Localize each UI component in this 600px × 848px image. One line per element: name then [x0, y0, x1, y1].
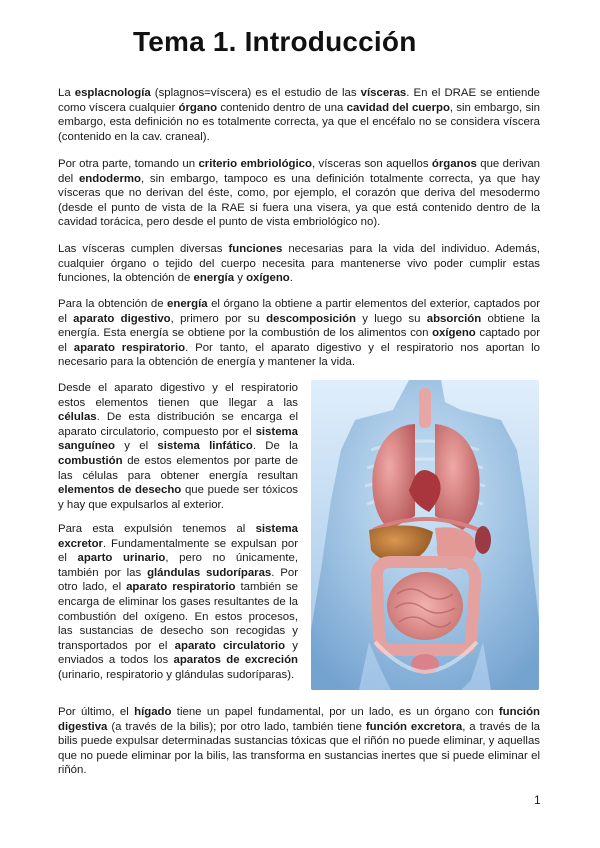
bold-term: descomposición	[266, 312, 356, 325]
text-run: . De esta distribución se encarga el aparato circulatorio, compuesto por el	[58, 411, 298, 438]
bold-term: aparato circulatorio	[174, 639, 286, 652]
bold-term: órgano	[178, 101, 218, 114]
text-run: , a través de la bilis puede expulsar determinadas sustancias tóxicas que el riñón no puede eliminar, y aquellas que no puede eliminar por la bilis, las transforma en sustancias inertes que si puede eliminar el riñón.	[58, 720, 540, 777]
bold-term: endodermo	[78, 172, 141, 185]
text-run: , vísceras son aquellos	[311, 158, 432, 170]
bold-term: función excretora	[365, 720, 463, 733]
bold-term: criterio embriológico	[198, 158, 312, 170]
bold-term: células	[58, 411, 97, 424]
bold-term: aparato respiratorio	[73, 341, 186, 354]
bold-term: elementos de desecho	[58, 484, 182, 497]
page-title: Tema 1. Introducción	[133, 26, 417, 57]
bold-term: cavidad del cuerpo	[346, 101, 450, 114]
text-run: que puede ser tóxicos y hay que expulsarlos al exterior.	[58, 484, 298, 511]
text-run: y enviados a todos los	[58, 639, 298, 667]
text-run: obtiene la energía. Esta energía se obtiene por la combustión de los alimentos con	[58, 312, 541, 340]
paragraph-obtencion-energia	[58, 297, 540, 370]
bold-term: aparato digestivo	[73, 312, 171, 325]
text-run: . En el DRAE se entiende como víscera cualquier	[58, 87, 540, 114]
bold-term: energía	[167, 298, 208, 310]
paragraph-esplacnologia	[58, 86, 540, 144]
bold-term: hígado	[134, 706, 172, 718]
bold-term: energía	[193, 272, 235, 285]
bold-term: aparatos de excreción	[173, 654, 299, 667]
text-run: tiene un papel fundamental, por un lado, es un órgano con	[171, 706, 499, 718]
text-run: .	[289, 272, 293, 285]
bold-term: sistema linfático	[157, 440, 253, 453]
bold-term: funciones	[228, 243, 283, 255]
text-run: que derivan del	[58, 158, 540, 185]
bold-term: vísceras	[360, 87, 407, 99]
text-run: (a través de la bilis); por otro lado, también tiene	[107, 720, 366, 733]
text-run: y luego su	[355, 312, 427, 325]
paragraph-higado	[58, 705, 540, 778]
bold-term: oxígeno	[432, 327, 476, 340]
text-run: y	[234, 272, 247, 285]
text-run: , sin embargo, sin embargo, esta definición no es totalmente correcta, ya que el encéfalo no se considera víscera (contenido en la cav. craneal).	[58, 101, 541, 143]
bold-term: oxígeno	[246, 272, 290, 285]
bold-term: combustión	[58, 454, 123, 467]
bold-term: sistema excretor	[58, 523, 298, 550]
text-run: (splagnos=víscera) es el estudio de las	[150, 87, 361, 99]
text-run: de estos elementos por parte de las células para obtener energía resultan	[58, 454, 298, 482]
text-run: Por otra parte, tomando un	[58, 158, 199, 170]
anatomy-illustration	[311, 380, 539, 690]
text-run: Para esta expulsión tenemos al	[58, 523, 256, 535]
text-run: . Por tanto, el aparato digestivo y el respiratorio nos aportan lo necesario para la obtención de energía y mantener la vida.	[58, 341, 540, 369]
bold-term: absorción	[426, 312, 482, 325]
text-run: , pero no únicamente, también por las	[58, 552, 298, 579]
text-run: (urinario, respiratorio y glándulas sudoríparas).	[58, 668, 295, 681]
bold-term: glándulas sudoríparas	[147, 566, 272, 579]
paragraph-sistema-excretor	[58, 522, 298, 683]
text-run: . Por otro lado, el	[58, 566, 298, 594]
text-run: Para la obtención de	[58, 298, 168, 310]
text-run: , primero por su	[170, 312, 267, 325]
text-run: . Fundamentalmente se expulsan por el	[58, 537, 298, 565]
text-run: el órgano la obtiene a partir elementos del exterior, captados por el	[58, 298, 541, 325]
page-number: 1	[534, 793, 541, 807]
text-run: Las vísceras cumplen diversas	[58, 243, 229, 255]
text-run: necesarias para la vida del individuo. Además, cualquier órgano o tejido del cuerpo necesita para mantenerse vivo poder cumplir estas funciones, la obtención de	[58, 243, 540, 285]
bold-term: función digestiva	[58, 706, 540, 733]
text-run: La	[58, 87, 75, 99]
text-run: , sin embargo, tampoco es una definición totalmente correcta, ya que hay vísceras que no derivan del éste, como, por ejemplo, el corazón que deriva del mesodermo (desde el punto de vista de la RAE si fuera una visera, ya que está contenido dentro de la cavidad torácica, pero desde el punto de vista embriológico no).	[58, 172, 540, 229]
bold-term: sistema sanguíneo	[58, 425, 298, 453]
text-run: . De la	[252, 440, 298, 453]
text-run: Desde el aparato digestivo y el respiratorio estos elementos tienen que llegar a las	[58, 382, 298, 409]
text-run: y el	[114, 440, 158, 453]
paragraph-criterio-embriologico	[58, 157, 540, 230]
bold-term: órganos	[431, 158, 477, 170]
text-run: contenido dentro de una	[217, 101, 347, 114]
text-run: también se encarga de eliminar los gases resultantes de la combustión del oxígeno. En estos procesos, las sustancias de desecho son recogidas y transportados por el	[58, 581, 298, 652]
bold-term: aparto urinario	[77, 552, 166, 565]
text-run: captado por el	[58, 327, 541, 354]
bold-term: esplacnología	[74, 87, 151, 99]
text-run: Por último, el	[58, 706, 135, 718]
paragraph-distribucion	[58, 381, 298, 512]
bold-term: aparato respiratorio	[126, 581, 236, 594]
paragraph-funciones	[58, 242, 540, 286]
